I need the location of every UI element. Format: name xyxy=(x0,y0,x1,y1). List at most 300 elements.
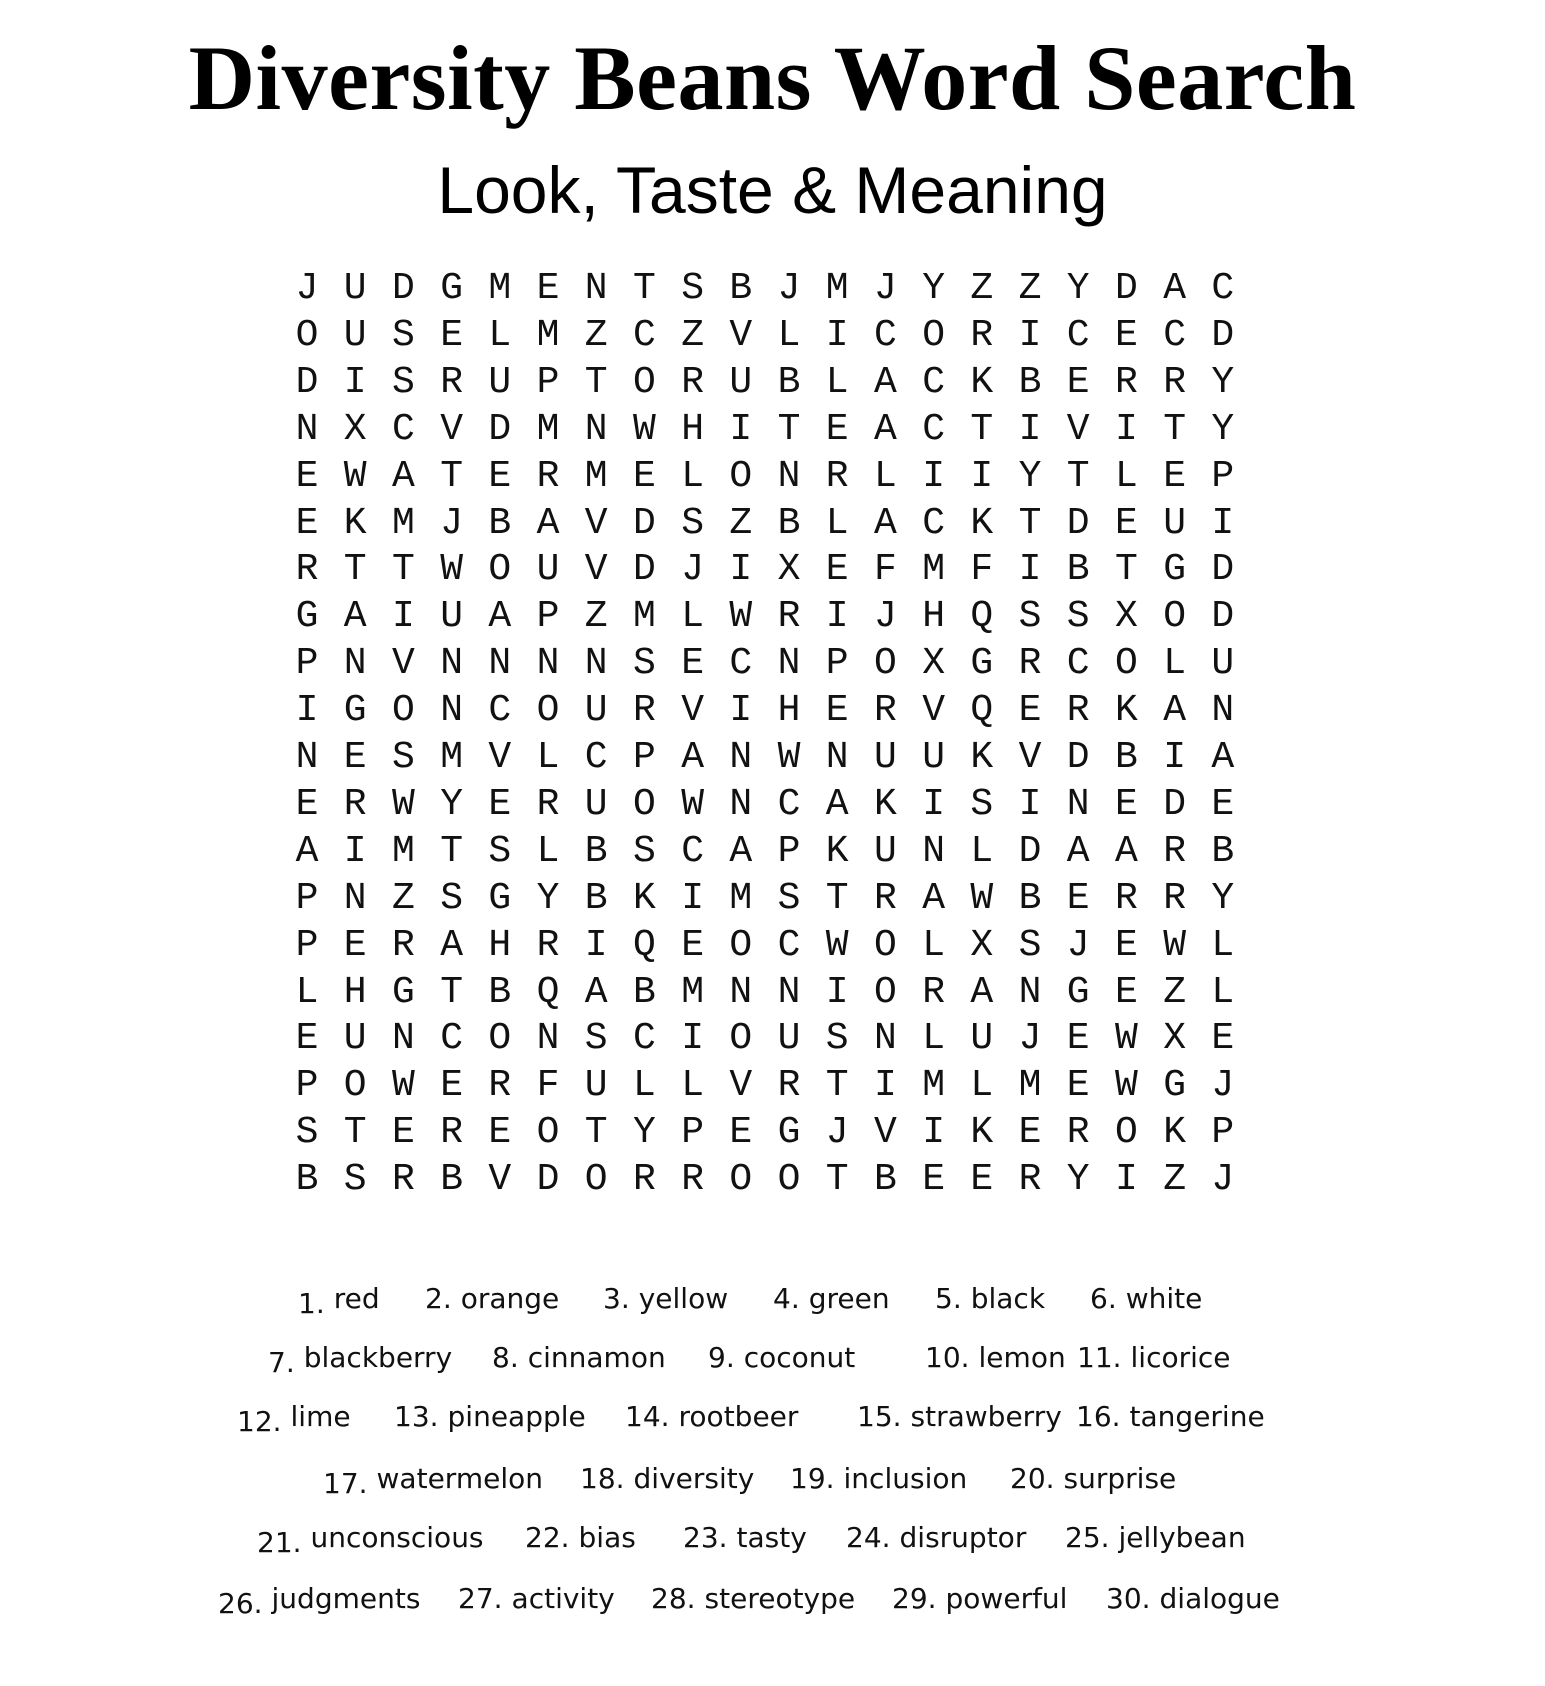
grid-letter: L xyxy=(970,1064,994,1108)
grid-letter: U xyxy=(1163,501,1186,545)
grid-letter: E xyxy=(488,1111,512,1155)
grid-letter: D xyxy=(295,360,319,404)
grid-letter: P xyxy=(295,642,319,686)
grid-letter: A xyxy=(584,970,608,1014)
grid-letter: B xyxy=(1018,876,1042,920)
grid-letter: O xyxy=(729,1017,753,1061)
grid-letter: L xyxy=(825,501,849,545)
grid-letter: D xyxy=(1211,548,1235,592)
grid-letter: O xyxy=(922,313,945,357)
grid-letter: T xyxy=(1163,407,1186,451)
grid-letter: B xyxy=(1066,548,1090,592)
grid-letter: O xyxy=(873,642,897,686)
grid-letter: A xyxy=(922,876,945,920)
grid-letter: E xyxy=(343,736,367,779)
word-number: 21. xyxy=(257,1526,302,1559)
grid-letter: R xyxy=(632,1158,656,1202)
grid-letter: T xyxy=(632,267,656,310)
word-number: 20. xyxy=(1010,1462,1055,1495)
grid-letter: J xyxy=(1066,923,1090,967)
grid-letter: F xyxy=(873,548,897,592)
grid-letter: Z xyxy=(970,267,994,310)
grid-letter: A xyxy=(295,829,319,873)
grid-letter: F xyxy=(536,1064,560,1108)
word-list-item xyxy=(1076,1399,1265,1435)
word-list-item xyxy=(218,1581,421,1620)
word-number: 13. xyxy=(394,1400,439,1433)
grid-letter: T xyxy=(391,548,415,592)
grid-letter: U xyxy=(584,1064,608,1108)
grid-letter: N xyxy=(1018,970,1042,1014)
grid-letter: M xyxy=(391,501,415,545)
grid-letter: J xyxy=(777,267,801,310)
grid-letter: N xyxy=(295,736,319,779)
grid-letter: T xyxy=(777,407,801,451)
grid-letter: D xyxy=(1114,267,1138,310)
word-number: 4. xyxy=(773,1282,800,1315)
grid-letter: L xyxy=(488,313,512,357)
word-number: 15. xyxy=(857,1400,902,1433)
grid-letter: U xyxy=(343,313,367,357)
grid-letter: I xyxy=(295,689,319,733)
grid-letter: R xyxy=(970,313,994,357)
grid-letter: K xyxy=(970,736,994,779)
grid-letter: V xyxy=(488,736,512,779)
grid-letter: L xyxy=(873,454,897,498)
grid-letter: O xyxy=(729,1158,753,1202)
grid-letter: Y xyxy=(1066,1158,1090,1202)
grid-letter: N xyxy=(343,876,367,920)
grid-letter: O xyxy=(873,970,897,1014)
grid-letter: I xyxy=(922,782,945,826)
grid-letter: E xyxy=(440,313,463,357)
grid-letter: R xyxy=(1018,642,1042,686)
grid-letter: N xyxy=(777,454,801,498)
grid-letter: A xyxy=(873,501,897,545)
word-number: 5. xyxy=(935,1282,962,1315)
grid-letter: E xyxy=(681,642,704,686)
grid-letter: K xyxy=(970,501,994,545)
grid-letter: L xyxy=(1211,970,1235,1014)
grid-letter: D xyxy=(488,407,512,451)
word-list-item xyxy=(1090,1281,1202,1317)
grid-letter: U xyxy=(729,360,753,404)
grid-letter: M xyxy=(632,595,656,639)
grid-letter: C xyxy=(873,313,897,357)
grid-letter: H xyxy=(922,595,945,639)
grid-letter: C xyxy=(681,829,704,873)
grid-letter: Q xyxy=(970,689,994,733)
word-list-item xyxy=(268,1340,453,1379)
grid-letter: C xyxy=(922,407,945,451)
grid-letter: C xyxy=(777,782,801,826)
grid-letter: D xyxy=(1066,501,1090,545)
grid-letter: C xyxy=(1163,313,1186,357)
grid-letter: C xyxy=(777,923,801,967)
grid-letter: I xyxy=(825,970,849,1014)
grid-letter: P xyxy=(681,1111,704,1155)
grid-letter: R xyxy=(873,689,897,733)
grid-letter: U xyxy=(777,1017,801,1061)
word-number: 19. xyxy=(790,1462,835,1495)
grid-letter: S xyxy=(825,1017,849,1061)
grid-letter: I xyxy=(1114,1158,1138,1202)
grid-letter: W xyxy=(681,782,704,826)
grid-letter: Y xyxy=(1066,267,1090,310)
grid-letter: Y xyxy=(922,267,945,310)
grid-letter: E xyxy=(825,689,849,733)
grid-letter: T xyxy=(1066,454,1090,498)
word-text: rootbeer xyxy=(678,1400,799,1433)
grid-letter: A xyxy=(536,501,560,545)
page-subtitle: Look, Taste & Meaning xyxy=(437,153,1108,227)
grid-letter: V xyxy=(922,689,945,733)
grid-letter: I xyxy=(729,407,753,451)
grid-letter: I xyxy=(1211,501,1235,545)
grid-letter: V xyxy=(1066,407,1090,451)
grid-letter: U xyxy=(873,736,897,779)
grid-letter: B xyxy=(777,360,801,404)
grid-letter: I xyxy=(729,689,753,733)
grid-letter: U xyxy=(536,548,560,592)
grid-letter: J xyxy=(825,1111,849,1155)
grid-letter: G xyxy=(1163,548,1186,592)
grid-letter: E xyxy=(970,1158,994,1202)
grid-letter: S xyxy=(488,829,512,873)
grid-letter: G xyxy=(488,876,512,920)
grid-letter: E xyxy=(1114,782,1138,826)
word-text: green xyxy=(808,1282,890,1315)
grid-letter: C xyxy=(488,689,512,733)
grid-letter: Z xyxy=(729,501,753,545)
word-number: 7. xyxy=(268,1346,295,1379)
word-text: powerful xyxy=(945,1582,1068,1615)
grid-letter: N xyxy=(440,689,463,733)
grid-letter: L xyxy=(922,923,945,967)
grid-letter: N xyxy=(729,736,753,779)
grid-letter: W xyxy=(1114,1017,1138,1061)
grid-letter: P xyxy=(295,1064,319,1108)
grid-letter: Y xyxy=(1211,360,1235,404)
grid-letter: R xyxy=(1163,876,1186,920)
grid-letter: A xyxy=(488,595,512,639)
grid-letter: X xyxy=(1163,1017,1186,1061)
grid-letter: R xyxy=(1163,360,1186,404)
grid-letter: M xyxy=(536,313,560,357)
grid-letter: L xyxy=(632,1064,656,1108)
grid-letter: P xyxy=(536,360,560,404)
grid-letter: J xyxy=(873,595,897,639)
grid-letter: D xyxy=(1163,782,1186,826)
grid-letter: E xyxy=(1211,1017,1235,1061)
grid-letter: H xyxy=(777,689,801,733)
word-number: 2. xyxy=(425,1282,452,1315)
grid-letter: R xyxy=(1163,829,1186,873)
word-list-item xyxy=(1065,1520,1246,1556)
grid-letter: O xyxy=(1114,1111,1138,1155)
grid-letter: D xyxy=(1211,595,1235,639)
grid-letter: E xyxy=(1066,1064,1090,1108)
grid-letter: I xyxy=(391,595,415,639)
grid-letter: Z xyxy=(1163,1158,1186,1202)
word-list-item xyxy=(625,1399,798,1435)
grid-letter: A xyxy=(825,782,849,826)
word-text: tangerine xyxy=(1129,1400,1265,1433)
grid-letter: S xyxy=(1018,595,1042,639)
grid-letter: J xyxy=(873,267,897,310)
grid-letter: C xyxy=(922,501,945,545)
word-list-item xyxy=(790,1461,967,1497)
grid-letter: D xyxy=(1066,736,1090,779)
grid-letter: O xyxy=(1114,642,1138,686)
grid-letter: G xyxy=(1066,970,1090,1014)
word-number: 8. xyxy=(492,1341,519,1374)
word-text: orange xyxy=(460,1282,560,1315)
grid-letter: L xyxy=(681,454,704,498)
word-list-item xyxy=(1077,1340,1231,1376)
word-number: 9. xyxy=(708,1341,735,1374)
word-list-item xyxy=(425,1281,559,1317)
word-list-item xyxy=(298,1281,380,1320)
grid-letter: P xyxy=(295,876,319,920)
grid-letter: L xyxy=(777,313,801,357)
grid-letter: L xyxy=(970,829,994,873)
grid-letter: E xyxy=(343,923,367,967)
grid-letter: O xyxy=(632,360,656,404)
word-text: blackberry xyxy=(303,1341,453,1374)
word-number: 10. xyxy=(925,1341,970,1374)
grid-letter: E xyxy=(1066,876,1090,920)
grid-letter: M xyxy=(391,829,415,873)
word-text: black xyxy=(970,1282,1046,1315)
grid-letter: W xyxy=(825,923,849,967)
grid-letter: T xyxy=(584,1111,608,1155)
grid-letter: B xyxy=(488,970,512,1014)
grid-letter: O xyxy=(536,1111,560,1155)
grid-letter: N xyxy=(584,407,608,451)
grid-letter: S xyxy=(777,876,801,920)
grid-letter: R xyxy=(825,454,849,498)
grid-letter: E xyxy=(729,1111,753,1155)
grid-letter: L xyxy=(1211,923,1235,967)
word-list-item xyxy=(237,1399,351,1438)
word-list-item xyxy=(580,1461,754,1497)
grid-letter: M xyxy=(922,1064,945,1108)
grid-letter: M xyxy=(729,876,753,920)
grid-letter: E xyxy=(295,1017,319,1061)
grid-letter: T xyxy=(825,1064,849,1108)
word-list-item xyxy=(935,1281,1045,1317)
grid-letter: V xyxy=(584,548,608,592)
grid-letter: D xyxy=(632,501,656,545)
word-list-item xyxy=(1010,1461,1176,1497)
grid-letter: S xyxy=(343,1158,367,1202)
grid-letter: E xyxy=(536,267,560,310)
grid-letter: B xyxy=(584,876,608,920)
grid-letter: G xyxy=(777,1111,801,1155)
grid-letter: E xyxy=(1114,313,1138,357)
grid-letter: U xyxy=(440,595,463,639)
grid-letter: R xyxy=(777,1064,801,1108)
grid-letter: U xyxy=(343,267,367,310)
word-text: surprise xyxy=(1063,1462,1177,1495)
grid-letter: P xyxy=(1211,1111,1235,1155)
grid-letter: N xyxy=(825,736,849,779)
grid-letter: Y xyxy=(1018,454,1042,498)
word-text: lime xyxy=(290,1400,351,1433)
word-number: 23. xyxy=(683,1521,728,1554)
word-list-item xyxy=(773,1281,890,1317)
grid-letter: M xyxy=(584,454,608,498)
grid-letter: Y xyxy=(440,782,463,826)
grid-letter: S xyxy=(440,876,463,920)
grid-letter: O xyxy=(729,454,753,498)
grid-letter: E xyxy=(1163,454,1186,498)
grid-letter: O xyxy=(536,689,560,733)
grid-letter: A xyxy=(343,595,367,639)
word-list-item xyxy=(925,1340,1066,1376)
grid-letter: N xyxy=(777,642,801,686)
word-text: judgments xyxy=(271,1582,421,1615)
grid-letter: R xyxy=(873,876,897,920)
grid-letter: R xyxy=(681,1158,704,1202)
grid-letter: C xyxy=(1066,642,1090,686)
word-number: 1. xyxy=(298,1287,325,1320)
grid-letter: A xyxy=(729,829,753,873)
word-number: 28. xyxy=(651,1582,696,1615)
grid-letter: H xyxy=(343,970,367,1014)
grid-letter: V xyxy=(391,642,415,686)
grid-letter: G xyxy=(1163,1064,1186,1108)
grid-letter: M xyxy=(922,548,945,592)
word-text: inclusion xyxy=(843,1462,968,1495)
grid-letter: A xyxy=(681,736,704,779)
grid-letter: Z xyxy=(391,876,415,920)
grid-letter: E xyxy=(488,454,512,498)
grid-letter: G xyxy=(343,689,367,733)
word-number: 25. xyxy=(1065,1521,1110,1554)
word-list-item xyxy=(394,1399,586,1435)
grid-letter: R xyxy=(391,1158,415,1202)
grid-letter: R xyxy=(295,548,319,592)
grid-letter: I xyxy=(1163,736,1186,779)
grid-letter: L xyxy=(681,595,704,639)
grid-letter: E xyxy=(681,923,704,967)
grid-letter: C xyxy=(632,1017,656,1061)
word-number: 3. xyxy=(603,1282,630,1315)
word-text: pineapple xyxy=(447,1400,586,1433)
grid-letter: C xyxy=(632,313,656,357)
word-list-item xyxy=(458,1581,615,1617)
grid-letter: B xyxy=(632,970,656,1014)
grid-letter: S xyxy=(584,1017,608,1061)
grid-letter: W xyxy=(391,1064,415,1108)
grid-letter: D xyxy=(1018,829,1042,873)
word-text: white xyxy=(1125,1282,1203,1315)
grid-letter: M xyxy=(488,267,512,310)
word-number: 24. xyxy=(846,1521,891,1554)
grid-letter: N xyxy=(488,642,512,686)
grid-letter: C xyxy=(440,1017,463,1061)
grid-letter: V xyxy=(584,501,608,545)
grid-letter: T xyxy=(440,829,463,873)
grid-letter: S xyxy=(295,1111,319,1155)
grid-letter: I xyxy=(1114,407,1138,451)
word-text: stereotype xyxy=(704,1582,856,1615)
grid-letter: R xyxy=(1066,1111,1090,1155)
word-text: disruptor xyxy=(899,1521,1027,1554)
grid-letter: G xyxy=(391,970,415,1014)
word-text: coconut xyxy=(743,1341,856,1374)
grid-letter: B xyxy=(440,1158,463,1202)
grid-letter: Z xyxy=(584,313,608,357)
grid-letter: J xyxy=(440,501,463,545)
grid-letter: V xyxy=(729,1064,753,1108)
grid-letter: I xyxy=(681,876,704,920)
grid-letter: I xyxy=(584,923,608,967)
grid-letter: X xyxy=(343,407,367,451)
grid-letter: R xyxy=(391,923,415,967)
grid-letter: K xyxy=(970,360,994,404)
grid-letter: N xyxy=(729,782,753,826)
grid-letter: K xyxy=(343,501,367,545)
grid-letter: Y xyxy=(1211,407,1235,451)
grid-letter: R xyxy=(1018,1158,1042,1202)
grid-letter: Z xyxy=(681,313,704,357)
grid-letter: M xyxy=(536,407,560,451)
grid-letter: I xyxy=(922,454,945,498)
word-text: red xyxy=(333,1282,380,1315)
grid-letter: R xyxy=(1114,876,1138,920)
grid-letter: A xyxy=(1066,829,1090,873)
grid-letter: W xyxy=(343,454,367,498)
word-text: cinnamon xyxy=(527,1341,666,1374)
grid-letter: T xyxy=(1114,548,1138,592)
grid-letter: N xyxy=(922,829,945,873)
grid-letter: A xyxy=(1211,736,1235,779)
grid-letter: N xyxy=(536,642,560,686)
grid-letter: I xyxy=(681,1017,704,1061)
grid-letter: A xyxy=(873,360,897,404)
word-number: 11. xyxy=(1077,1341,1122,1374)
grid-letter: R xyxy=(1114,360,1138,404)
grid-letter: D xyxy=(391,267,415,310)
grid-letter: R xyxy=(488,1064,512,1108)
grid-letter: I xyxy=(1018,313,1042,357)
grid-letter: V xyxy=(681,689,704,733)
grid-letter: V xyxy=(729,313,753,357)
grid-letter: O xyxy=(873,923,897,967)
word-number: 30. xyxy=(1106,1582,1151,1615)
grid-letter: Y xyxy=(1211,876,1235,920)
grid-letter: N xyxy=(295,407,319,451)
grid-letter: K xyxy=(873,782,897,826)
grid-letter: N xyxy=(1066,782,1090,826)
grid-letter: J xyxy=(295,267,319,310)
word-text: lemon xyxy=(978,1341,1066,1374)
grid-letter: B xyxy=(1018,360,1042,404)
grid-letter: P xyxy=(1211,454,1235,498)
grid-letter: N xyxy=(584,267,608,310)
word-number: 14. xyxy=(625,1400,670,1433)
grid-letter: I xyxy=(922,1111,945,1155)
grid-letter: E xyxy=(295,782,319,826)
grid-letter: S xyxy=(391,313,415,357)
grid-letter: R xyxy=(632,689,656,733)
grid-letter: H xyxy=(681,407,704,451)
grid-letter: B xyxy=(488,501,512,545)
word-text: bias xyxy=(578,1521,636,1554)
